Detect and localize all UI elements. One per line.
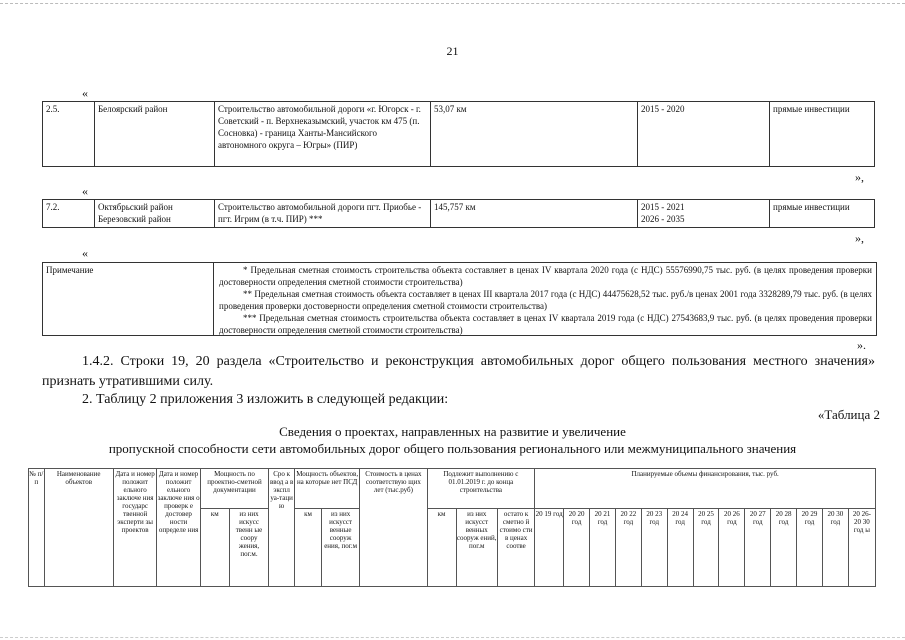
- header-name: Наименование объектов: [44, 469, 113, 587]
- close-quote-3: ».: [857, 338, 866, 352]
- note-line-3: *** Предельная сметная стоимость строительства объекта составляет в ценах IV квартала 2019 года (с НДС) 27543683,9 тыс. руб. (в целях проведения проверки достоверности определения сметной стоимости строительства): [219, 313, 872, 335]
- cell-object: Строительство автомобильной дороги «г. Югорск - г. Советский - п. Верхнеказымский, участок км 475 (п. Сосновка) - граница Ханты-Мансийского автономного округа – Югры» (ПИР): [215, 102, 431, 167]
- header-num: № п/ п: [29, 469, 45, 587]
- header-km: км: [200, 509, 229, 587]
- header-year: 20 26 год: [719, 509, 745, 587]
- table-label: «Таблица 2: [817, 407, 880, 422]
- header-artificial-2: из них искусст венные сооруж ения, пог.м: [321, 509, 359, 587]
- header-year: 20 26- 20 30 год ы: [848, 509, 875, 587]
- cell-num: 2.5.: [43, 102, 95, 167]
- cell-district: Белоярский район: [95, 102, 215, 167]
- header-artificial: из них искусс твенн ые соору жения, пог.м.: [229, 509, 268, 587]
- header-check-date: Дата и номер положит ельного заключе ния о проверк е достовер ности определе ния: [157, 469, 200, 587]
- table-row-7-2: [42, 199, 875, 228]
- scan-edge-bottom: [0, 637, 905, 638]
- header-remainder: остато к сметно й стоимо сти в ценах соотве: [497, 509, 534, 587]
- header-year: 20 25 год: [693, 509, 719, 587]
- cell-num: 7.2.: [43, 200, 95, 228]
- header-year: 20 29 год: [797, 509, 823, 587]
- district-line-2: Березовский район: [98, 214, 171, 224]
- open-quote-2: «: [82, 184, 88, 198]
- note-label: Примечание: [46, 265, 94, 275]
- note-line-2: ** Предельная сметная стоимость объекта составляет в ценах III квартала 2017 года (с НДС) 44475628,52 тыс. руб./в ценах 2001 года 3328289,79 тыс. руб. (в целях проведения проверки достоверности определения сметной стоимости строительства): [219, 289, 872, 311]
- note-divider: [213, 263, 214, 335]
- cell-capacity: 145,757 км: [431, 200, 638, 228]
- header-year: 20 21 год: [590, 509, 616, 587]
- header-year: 20 19 год: [535, 509, 564, 587]
- cell-period: [638, 200, 770, 228]
- paragraph-1-4-2: 1.4.2. Строки 19, 20 раздела «Строительство и реконструкция автомобильных дорог общего пользования местного значения» признать утратившими силу.: [42, 354, 875, 389]
- note-text: [219, 264, 872, 336]
- district-line-1: Октябрьский район: [98, 202, 173, 212]
- header-power: Мощность по проектно-сметной документации: [200, 469, 268, 509]
- open-quote-3: «: [82, 246, 88, 260]
- header-to-complete: Подлежит выполнению с 01.01.2019 г. до конца строительства: [427, 469, 535, 509]
- paragraph-2: 2. Таблицу 2 приложения 3 изложить в следующей редакции:: [82, 392, 449, 407]
- table-row-2-5: [42, 101, 875, 167]
- header-planned-financing: Планируемые объемы финансирования, тыс. руб.: [535, 469, 876, 509]
- note-table: [42, 262, 877, 336]
- period-line-1: 2015 - 2021: [641, 202, 685, 212]
- header-km-3: км: [427, 509, 456, 587]
- cell-object: Строительство автомобильной дороги пгт. Приобье - пгт. Игрим (в т.ч. ПИР) ***: [215, 200, 431, 228]
- cell-district: [95, 200, 215, 228]
- header-expertise-date: Дата и номер положит ельного заключе ния государс твенной эксперти зы проектов: [113, 469, 156, 587]
- table-2: [28, 468, 876, 587]
- cell-source: прямые инвестиции: [770, 102, 875, 167]
- header-artificial-3: из них искусст венных сооруж ений, пог.м: [456, 509, 497, 587]
- header-year: 20 27 год: [745, 509, 771, 587]
- header-year: 20 24 год: [667, 509, 693, 587]
- table-title-line-2: пропускной способности сети автомобильных дорог общего пользования регионального или межмуниципального значения: [108, 441, 797, 456]
- scan-edge-top: [0, 3, 905, 4]
- close-quote-1: »,: [855, 170, 864, 184]
- header-cost: Стоимость в ценах соответствую щих лет (тыс.руб): [360, 469, 427, 587]
- header-year: 20 20 год: [564, 509, 590, 587]
- note-line-1: * Предельная сметная стоимость строительства объекта составляет в ценах IV квартала 2020 года (с НДС) 55576990,75 тыс. руб. (в целях проведения проверки достоверности определения сметной стоимости строительства): [219, 265, 872, 287]
- close-quote-2: »,: [855, 231, 864, 245]
- header-year: 20 30 год: [822, 509, 848, 587]
- table-title-line-1: Сведения о проектах, направленных на развитие и увеличение: [279, 424, 626, 439]
- header-year: 20 22 год: [615, 509, 641, 587]
- period-line-2: 2026 - 2035: [641, 214, 685, 224]
- header-no-psd: Мощность объектов, на которые нет ПСД: [295, 469, 360, 509]
- cell-capacity: 53,07 км: [431, 102, 638, 167]
- header-commission-term: Сро к ввод а в экспл уа-таци ю: [269, 469, 295, 587]
- header-km-2: км: [295, 509, 322, 587]
- cell-period: 2015 - 2020: [638, 102, 770, 167]
- header-year: 20 23 год: [641, 509, 667, 587]
- open-quote-1: «: [82, 86, 88, 100]
- header-year: 20 28 год: [771, 509, 797, 587]
- cell-source: прямые инвестиции: [770, 200, 875, 228]
- page-number: 21: [446, 44, 459, 58]
